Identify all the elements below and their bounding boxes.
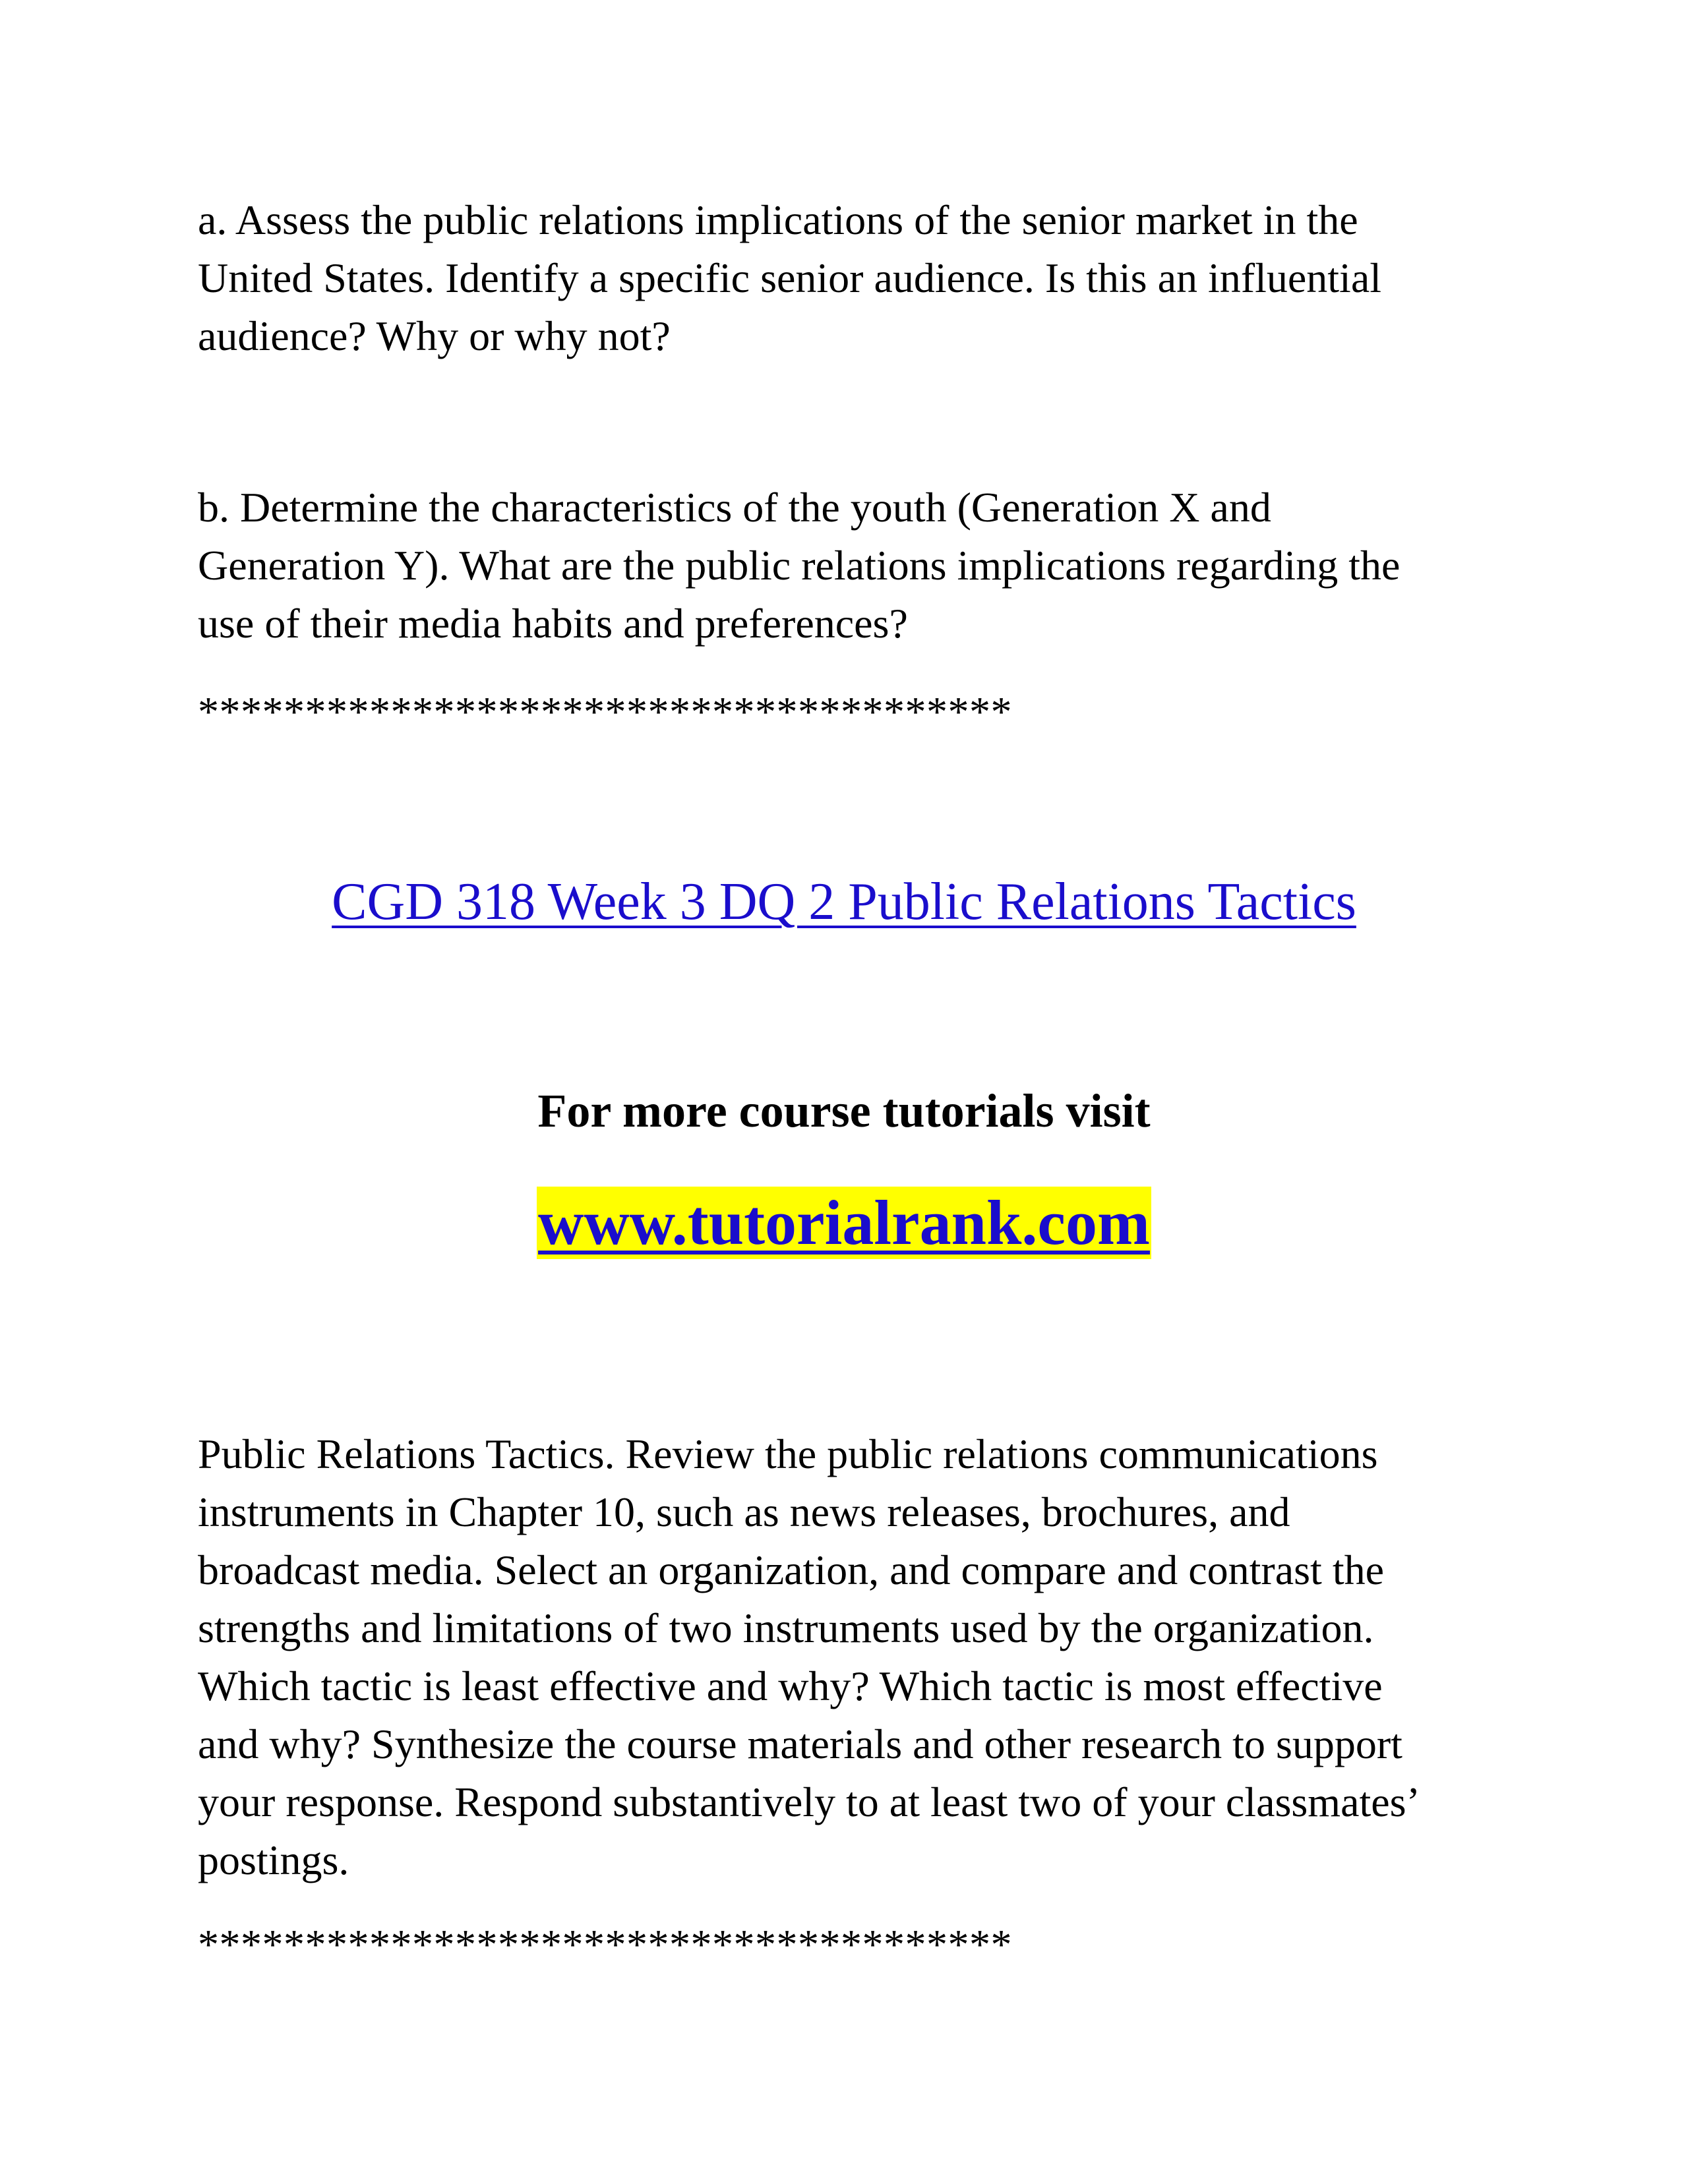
question-b-paragraph xyxy=(198,479,1490,653)
question-b-line: use of their media habits and preferences? xyxy=(198,600,908,647)
question-a-line: audience? Why or why not? xyxy=(198,312,671,359)
promo-label: For more course tutorials visit xyxy=(537,1084,1151,1137)
question-b-line: Generation Y). What are the public relations implications regarding the xyxy=(198,542,1401,589)
question-b-line: b. Determine the characteristics of the youth (Generation X and xyxy=(198,484,1271,531)
body-line: strengths and limitations of two instruments used by the organization. xyxy=(198,1605,1374,1651)
body-line: Which tactic is least effective and why? Which tactic is most effective xyxy=(198,1663,1383,1709)
body-line: Public Relations Tactics. Review the public relations communications xyxy=(198,1431,1378,1477)
body-line: and why? Synthesize the course materials and other research to support xyxy=(198,1721,1402,1767)
question-a-line: United States. Identify a specific senior audience. Is this an influential xyxy=(198,254,1381,301)
promo-label-row xyxy=(0,1081,1688,1140)
course-title-link[interactable]: CGD 318 Week 3 DQ 2 Public Relations Tactics xyxy=(332,873,1356,931)
course-link-row xyxy=(0,869,1688,935)
body-line: postings. xyxy=(198,1837,349,1883)
separator-stars: ************************************** xyxy=(198,1921,1012,1968)
body-paragraph xyxy=(198,1425,1490,1889)
promo-site-row xyxy=(0,1187,1688,1259)
question-a-paragraph xyxy=(198,191,1490,365)
question-a-line: a. Assess the public relations implications of the senior market in the xyxy=(198,196,1358,243)
body-line: broadcast media. Select an organization, and compare and contrast the xyxy=(198,1547,1384,1593)
body-line: instruments in Chapter 10, such as news releases, brochures, and xyxy=(198,1489,1290,1535)
separator-stars: ************************************** xyxy=(198,688,1012,735)
body-line: your response. Respond substantively to at least two of your classmates’ xyxy=(198,1779,1420,1825)
tutorial-site-link[interactable]: www.tutorialrank.com xyxy=(538,1187,1150,1258)
